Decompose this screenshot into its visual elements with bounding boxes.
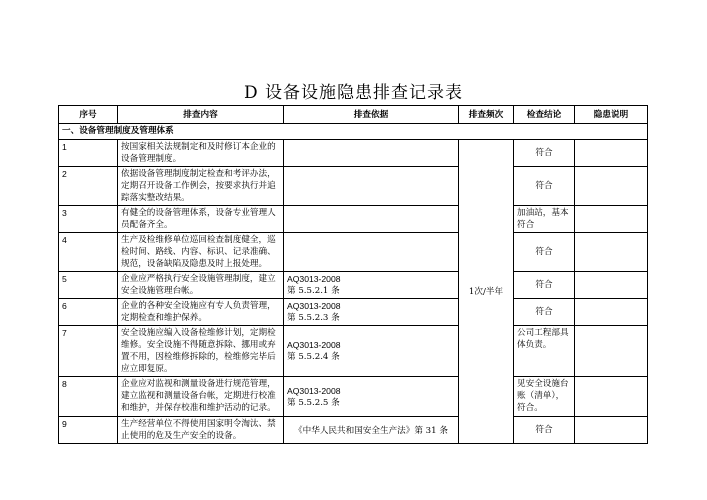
row-content: 企业的各种安全设施应有专人负责管理，定期检查和维护保养。: [118, 299, 284, 326]
row-basis: [284, 272, 459, 299]
basis-clause: 第 5.5.2.1 条: [287, 286, 340, 296]
section-title: 一、设备管理制度及管理体系: [59, 124, 648, 140]
inspection-table: [58, 105, 648, 444]
row-basis: [284, 206, 459, 233]
row-conclusion: 符合: [514, 140, 575, 167]
row-notes: [575, 299, 648, 326]
table-header-row: [59, 106, 648, 124]
row-conclusion: 符合: [514, 299, 575, 326]
basis-standard: AQ3013-2008: [287, 385, 341, 396]
row-conclusion: 符合: [514, 167, 575, 206]
row-notes: [575, 377, 648, 417]
row-basis: [284, 167, 459, 206]
table-row: [59, 167, 648, 206]
header-basis: 排查依据: [284, 106, 459, 124]
row-notes: [575, 326, 648, 377]
row-content: 安全设施应编入设备检维修计划，定期检维修。安全设施不得随意拆除、挪用或弃置不用，因检维修拆除的，检维修完毕后应立即复原。: [118, 326, 284, 377]
row-content: 企业应严格执行安全设施管理制度，建立安全设施管理台帐。: [118, 272, 284, 299]
row-basis: [284, 417, 459, 444]
row-no: 3: [59, 206, 118, 233]
table-row: [59, 299, 648, 326]
header-frequency: 排查频次: [459, 106, 514, 124]
table-row: [59, 377, 648, 417]
row-content: 生产经营单位不得使用国家明令淘汰、禁止使用的危及生产安全的设备。: [118, 417, 284, 444]
row-conclusion: 符合: [514, 233, 575, 272]
row-no: 7: [59, 326, 118, 377]
row-basis: [284, 233, 459, 272]
row-notes: [575, 417, 648, 444]
row-content: 依据设备管理制度制定检查和考评办法，定期召开设备工作例会，按要求执行并追踪落实整改结果。: [118, 167, 284, 206]
row-no: 6: [59, 299, 118, 326]
table-row: [59, 272, 648, 299]
page-title: D 设备设施隐患排查记录表: [243, 83, 464, 103]
basis-standard: AQ3013-2008: [287, 340, 341, 350]
basis-standard: AQ3013-2008: [287, 274, 341, 284]
basis-clause: 第 5.5.2.5 条: [287, 397, 340, 408]
header-content: 排查内容: [118, 106, 284, 124]
row-content: 有健全的设备管理体系，设备专业管理人员配备齐全。: [118, 206, 284, 233]
row-basis: [284, 326, 459, 377]
row-notes: [575, 140, 648, 167]
header-notes: 隐患说明: [575, 106, 648, 124]
table-row: [59, 140, 648, 167]
table-row: [59, 233, 648, 272]
row-no: 4: [59, 233, 118, 272]
row-conclusion: 公司工程部具体负责。: [514, 326, 575, 377]
row-basis: [284, 377, 459, 417]
section-row: [59, 124, 648, 140]
row-content: 生产及检维修单位巡回检查制度健全，巡检时间、路线、内容、标识、记录准确、规范，设备缺陷及隐患及时上报处理。: [118, 233, 284, 272]
row-no: 8: [59, 377, 118, 417]
row-no: 1: [59, 140, 118, 167]
row-conclusion: 符合: [514, 417, 575, 444]
row-notes: [575, 272, 648, 299]
header-no: 序号: [59, 106, 118, 124]
row-content: 企业应对监视和测量设备进行规范管理，建立监视和测量设备台帐，定期进行校准和维护，并保存校准和维护活动的记录。: [118, 377, 284, 417]
row-no: 5: [59, 272, 118, 299]
row-conclusion: 加油站，基本符合: [514, 206, 575, 233]
row-no: 2: [59, 167, 118, 206]
basis-standard: AQ3013-2008: [287, 301, 341, 311]
frequency-cell: 1次/半年: [459, 140, 514, 444]
table-row: [59, 206, 648, 233]
table-row: [59, 417, 648, 444]
row-no: 9: [59, 417, 118, 444]
row-conclusion: 符合: [514, 272, 575, 299]
row-notes: [575, 233, 648, 272]
row-basis: [284, 140, 459, 167]
basis-clause: 第 5.5.2.4 条: [287, 352, 340, 362]
basis-law: 《中华人民共和国安全生产法》第 31 条: [294, 425, 448, 436]
row-notes: [575, 167, 648, 206]
row-basis: [284, 299, 459, 326]
row-content: 按国家相关法规制定和及时修订本企业的设备管理制度。: [118, 140, 284, 167]
basis-clause: 第 5.5.2.3 条: [287, 313, 340, 323]
table-row: [59, 326, 648, 377]
row-notes: [575, 206, 648, 233]
row-conclusion: 见安全设施台账（清单），符合。: [514, 377, 575, 417]
header-conclusion: 检查结论: [514, 106, 575, 124]
